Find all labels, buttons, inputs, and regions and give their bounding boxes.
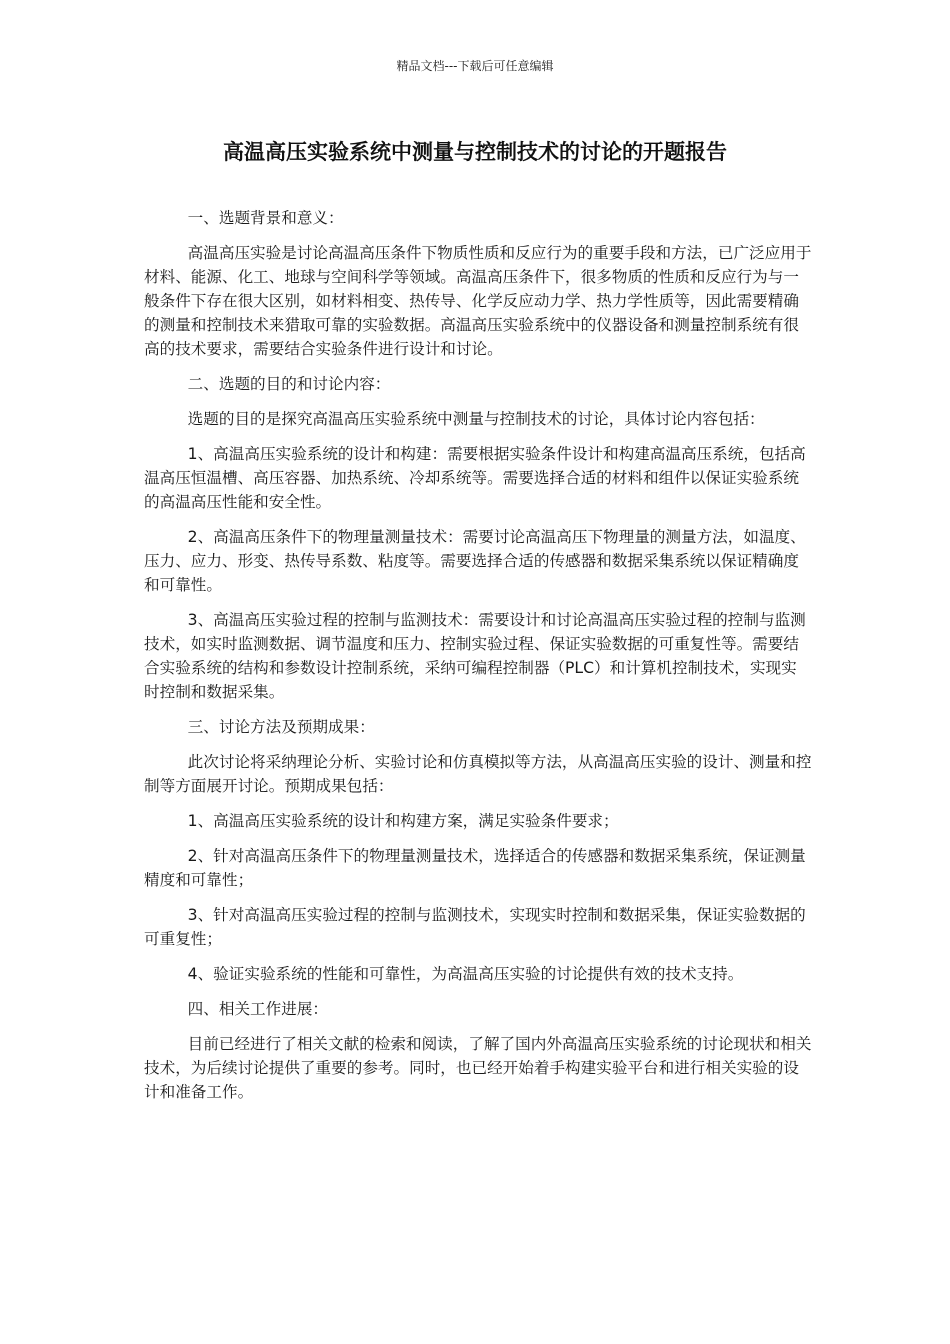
section-heading-background: 一、选题背景和意义： bbox=[187, 209, 344, 227]
paragraph-outcome-2: 2、针对高温高压条件下的物理量测量技术，选择适合的传感器和数据采集系统，保证测量精度和可靠性； bbox=[144, 847, 806, 889]
paragraph-methods-intro: 此次讨论将采纳理论分析、实验讨论和仿真模拟等方法，从高温高压实验的设计、测量和控制等方面展开讨论。预期成果包括： bbox=[144, 753, 812, 795]
paragraph-background: 高温高压实验是讨论高温高压条件下物质性质和反应行为的重要手段和方法，已广泛应用于材料、能源、化工、地球与空间科学等领域。高温高压条件下，很多物质的性质和反应行为与一般条件下存在很大区别，如材料相变、热传导、化学反应动力学、热力学性质等，因此需要精确的测量和控制技术来猎取可靠的实验数据。高温高压实验系统中的仪器设备和测量控制系统有很高的技术要求，需要结合实验条件进行设计和讨论。 bbox=[144, 244, 812, 358]
paragraph-purpose-item-1: 1、高温高压实验系统的设计和构建：需要根据实验条件设计和构建高温高压系统，包括高温高压恒温槽、高压容器、加热系统、冷却系统等。需要选择合适的材料和组件以保证实验系统的高温高压性能和安全性。 bbox=[144, 445, 806, 511]
section-heading-progress: 四、相关工作进展： bbox=[187, 1000, 329, 1018]
header-note: 精品文档---下载后可任意编辑 bbox=[396, 59, 554, 73]
paragraph-purpose-item-3: 3、高温高压实验过程的控制与监测技术：需要设计和讨论高温高压实验过程的控制与监测技术，如实时监测数据、调节温度和压力、控制实验过程、保证实验数据的可重复性等。需要结合实验系统的结构和参数设计控制系统，采纳可编程控制器（PLC）和计算机控制技术，实现实时控制和数据采集。 bbox=[144, 611, 806, 701]
paragraph-outcome-3: 3、针对高温高压实验过程的控制与监测技术，实现实时控制和数据采集，保证实验数据的可重复性； bbox=[144, 906, 806, 948]
document-body bbox=[144, 206, 812, 1115]
paragraph-progress: 目前已经进行了相关文献的检索和阅读，了解了国内外高温高压实验系统的讨论现状和相关技术，为后续讨论提供了重要的参考。同时，也已经开始着手构建实验平台和进行相关实验的设计和准备工作。 bbox=[144, 1035, 812, 1101]
paragraph-purpose-item-2: 2、高温高压条件下的物理量测量技术：需要讨论高温高压下物理量的测量方法，如温度、压力、应力、形变、热传导系数、粘度等。需要选择合适的传感器和数据采集系统以保证精确度和可靠性。 bbox=[144, 528, 806, 594]
document-title: 高温高压实验系统中测量与控制技术的讨论的开题报告 bbox=[223, 140, 727, 164]
section-heading-methods: 三、讨论方法及预期成果： bbox=[187, 718, 375, 736]
paragraph-outcome-4: 4、验证实验系统的性能和可靠性，为高温高压实验的讨论提供有效的技术支持。 bbox=[187, 965, 744, 983]
paragraph-purpose-intro: 选题的目的是探究高温高压实验系统中测量与控制技术的讨论，具体讨论内容包括： bbox=[187, 410, 765, 428]
paragraph-outcome-1: 1、高温高压实验系统的设计和构建方案，满足实验条件要求； bbox=[187, 812, 619, 830]
section-heading-purpose: 二、选题的目的和讨论内容： bbox=[187, 375, 391, 393]
